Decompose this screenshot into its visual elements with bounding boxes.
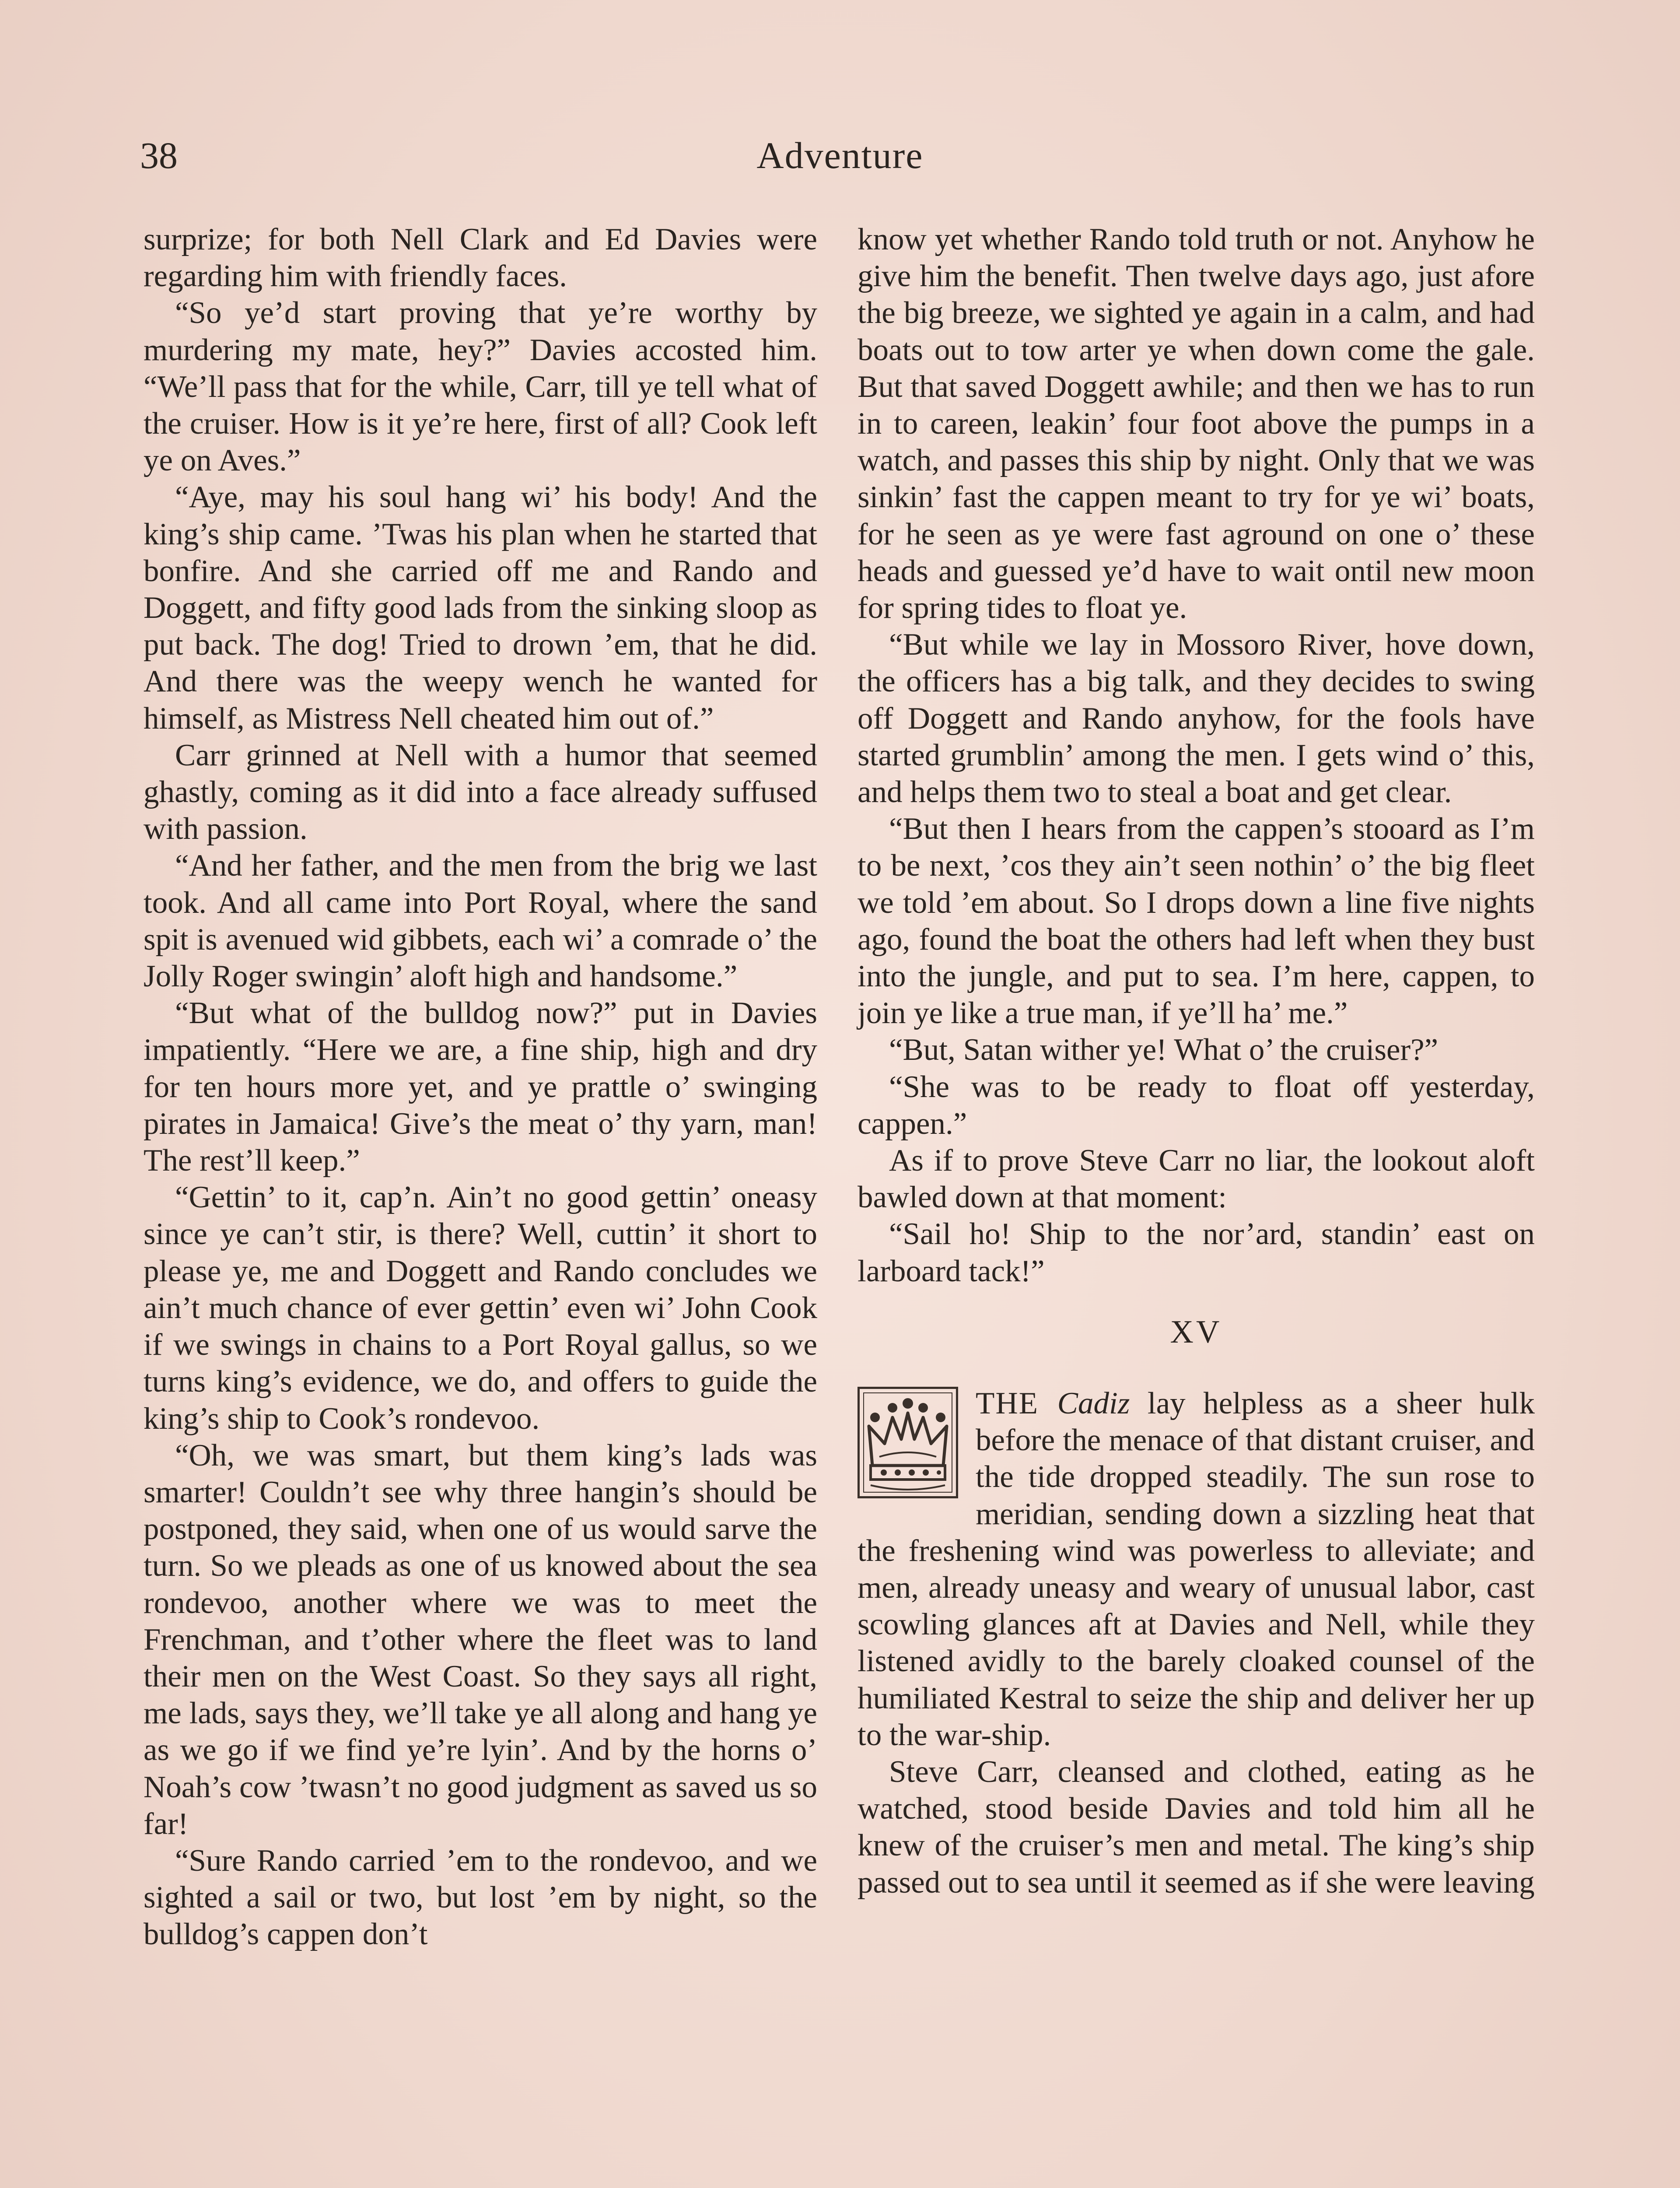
paragraph: “Aye, may his soul hang wi’ his body! And the king’s ship came. ’Twas his plan when he started that bonfire. And she carried off me and Rando and Doggett, and fifty good lads from the sinking sloop as put back. The dog! Tried to drown ’em, that he did. And there was the weepy wench he wanted for himself, as Mistress Nell cheated him out of.”: [144, 480, 817, 736]
page-number: 38: [140, 134, 178, 176]
paragraph: “So ye’d start proving that ye’re worthy by murdering my mate, hey?” Davies accosted him. “We’ll pass that for the while, Carr, till ye tell what of the cruiser. How is it ye’re here, first of all? Cook left ye on Aves.”: [144, 296, 817, 478]
running-title: Adventure: [756, 134, 924, 176]
paragraph: “But while we lay in Mossoro River, hove down, the officers has a big talk, and they decides to swing off Doggett and Rando anyhow, for the fools have started grumblin’ among the men. I gets wind o’ this, and helps them two to steal a boat and get clear.: [858, 628, 1535, 810]
paragraph: “But, Satan wither ye! What o’ the cruiser?”: [889, 1033, 1438, 1067]
paragraph: “Oh, we was smart, but them king’s lads was smarter! Couldn’t see why three hangin’s should be postponed, they said, when one of us would sarve the turn. So we pleads as one of us knowed about the sea rondevoo, another where we was to meet the Frenchman, and t’other where the fleet was to land their men on the West Coast. So they says all right, me lads, says they, we’ll take ye all along and hang ye as we go if we find ye’re lyin’. And by the horns o’ Noah’s cow ’twasn’t no good judgment as saved us so far!: [144, 1438, 817, 1841]
paragraph: “Sure Rando carried ’em to the rondevoo, and we sighted a sail or two, but lost ’em by night, so the bulldog’s cappen don’t: [144, 1843, 817, 1952]
paragraph: surprize; for both Nell Clark and Ed Davies were regarding him with friendly faces.: [144, 222, 817, 294]
paragraph: “Sail ho! Ship to the nor’ard, standin’ east on larboard tack!”: [858, 1217, 1535, 1288]
right-column: [858, 221, 1535, 1901]
paragraph: “But what of the bulldog now?” put in Davies impatiently. “Here we are, a fine ship, high and dry for ten hours more yet, and ye prattle o’ swinging pirates in Jamaica! Give’s the meat o’ thy yarn, man! The rest’ll keep.”: [144, 996, 817, 1178]
paragraph: know yet whether Rando told truth or not. Anyhow he give him the benefit. Then twelve days ago, just afore the big breeze, we sighted ye again in a calm, and had boats out to tow arter ye when down come the gale. But that saved Doggett awhile; and then we has to run in to careen, leakin’ four foot above the pumps in a watch, and passes this ship by night. Only that we was sinkin’ fast the cappen meant to try for ye wi’ boats, for he seen as ye were fast aground on one o’ these heads and guessed ye’d have to wait ontil new moon for spring tides to float ye.: [858, 222, 1535, 625]
left-column: [144, 221, 817, 1953]
dropcap-lead-text: THE: [976, 1386, 1057, 1420]
paragraph: As if to prove Steve Carr no liar, the lookout aloft bawled down at that moment:: [858, 1143, 1535, 1215]
paragraph: “But then I hears from the cappen’s stooard as I’m to be next, ’cos they ain’t seen nothin’ o’ the big fleet we told ’em about. So I drops down a line five nights ago, found the boat the others had left when they bust into the jungle, and put to sea. I’m here, cappen, to join ye like a true man, if ye’ll ha’ me.”: [858, 812, 1535, 1031]
ship-name: Cadiz: [1057, 1386, 1130, 1420]
paragraph: “And her father, and the men from the brig we last took. And all came into Port Royal, where the sand spit is avenued wid gibbets, each wi’ a comrade o’ the Jolly Roger swingin’ aloft high and handsome.”: [144, 849, 817, 994]
paragraph: “Gettin’ to it, cap’n. Ain’t no good gettin’ oneasy since ye can’t stir, is there? Well, cuttin’ it short to please ye, me and Doggett and Rando concludes we ain’t much chance of ever gettin’ even wi’ John Cook if we swings in chains to a Port Royal gallus, so we turns king’s evidence, we do, and offers to guide the king’s ship to Cook’s rondevoo.: [144, 1180, 817, 1436]
chapter-heading: XV: [1170, 1314, 1222, 1350]
paragraph: “She was to be ready to float off yesterday, cappen.”: [858, 1069, 1535, 1141]
crown-ornament-icon: [858, 1387, 958, 1498]
paragraph: Steve Carr, cleansed and clothed, eating as he watched, stood beside Davies and told him all he knew of the cruiser’s men and metal. The king’s ship passed out to sea until it seemed as if she were leaving: [858, 1754, 1535, 1900]
page-header: [140, 131, 1540, 179]
dropcap-paragraph: [858, 1385, 1535, 1753]
dropcap-body-text: lay helpless as a sheer hulk before the menace of that distant cruiser, and the tide dropped steadily. The sun rose to meridian, sending down a sizzling heat that the freshening wind was powerless to alleviate; and men, already uneasy and weary of unusual labor, cast scowling glances aft at Davies and Nell, while they listened avidly to the barely cloaked counsel of the humiliated Kestral to seize the ship and deliver her up to the war-ship.: [858, 1386, 1535, 1752]
paragraph: Carr grinned at Nell with a humor that seemed ghastly, coming as it did into a face already suffused with passion.: [144, 738, 817, 846]
